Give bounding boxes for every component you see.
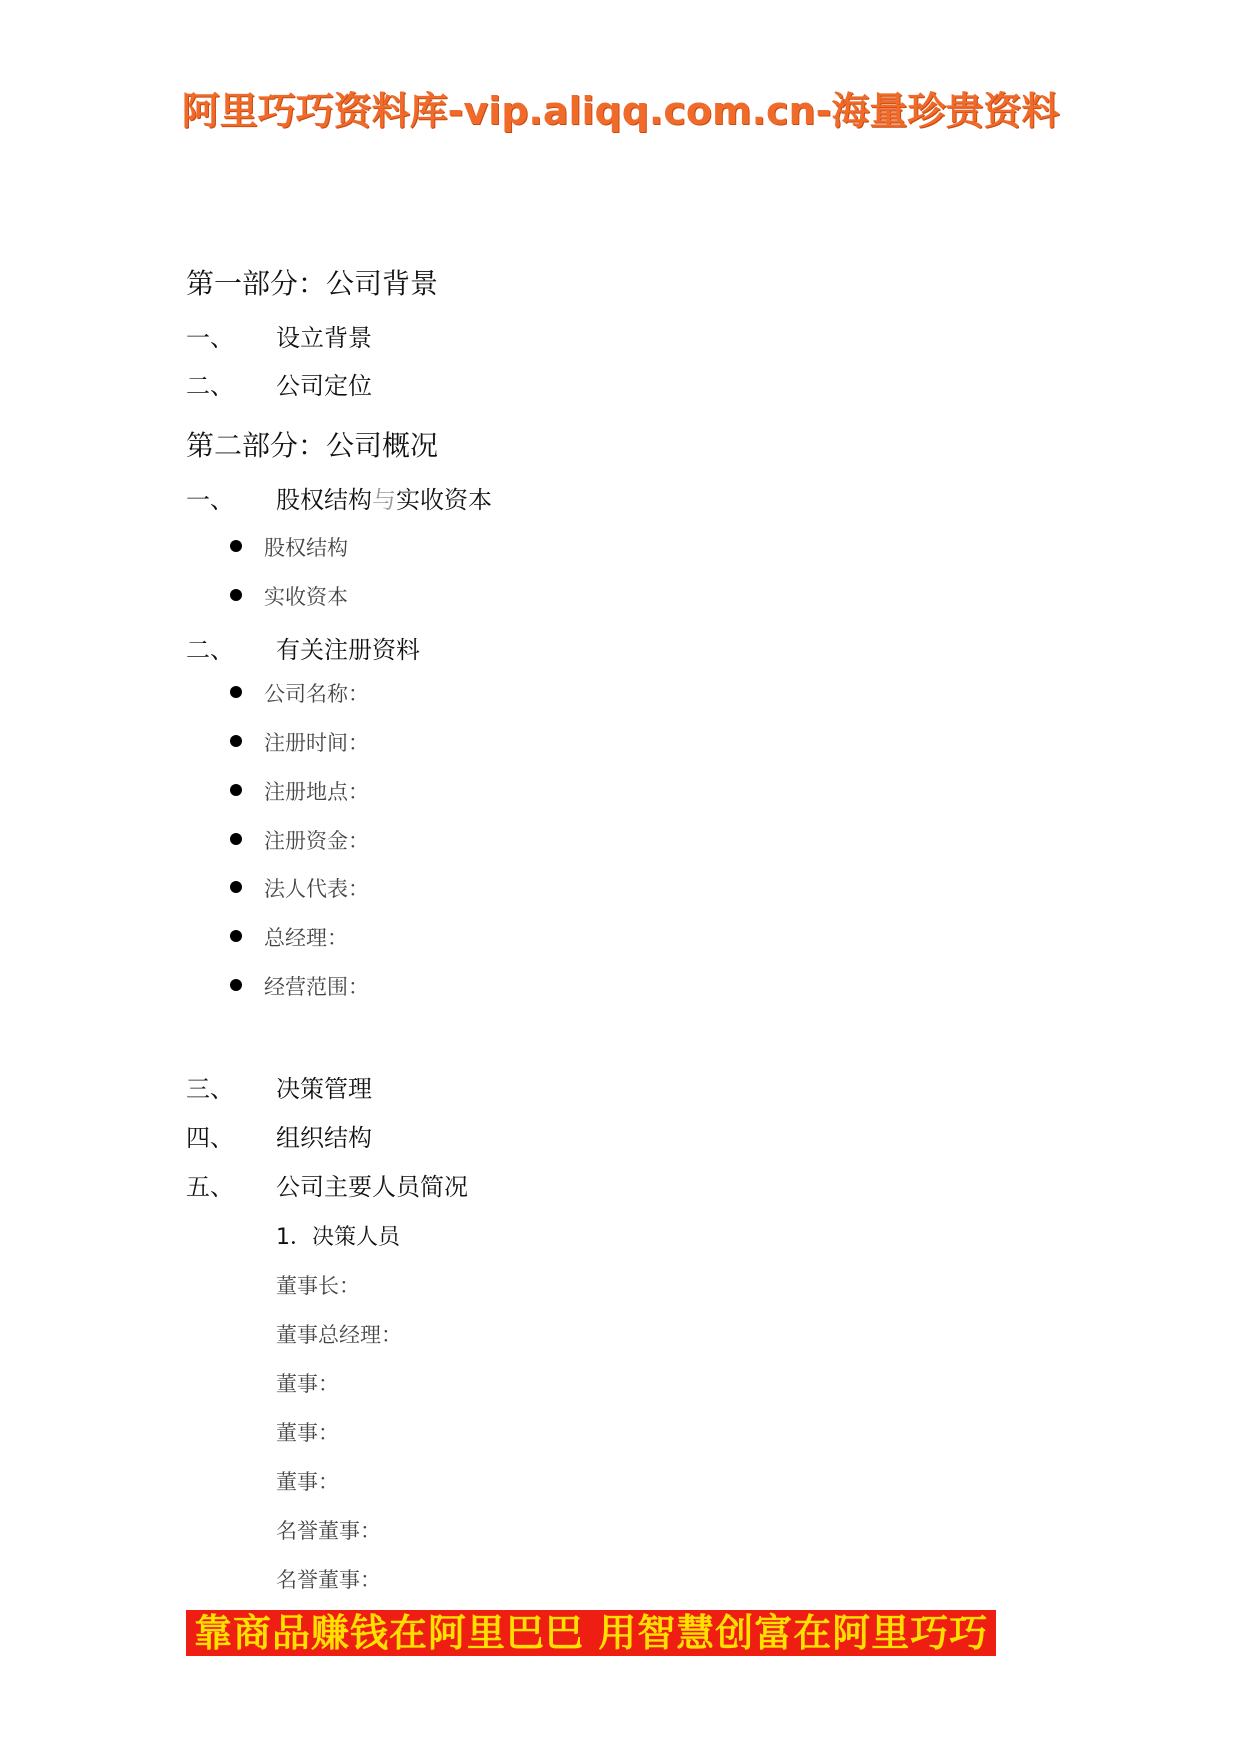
person-entry: 名誉董事： xyxy=(276,1519,381,1543)
bullet-text: 注册资金： xyxy=(264,829,369,853)
part2-section-4 xyxy=(186,1118,372,1153)
section-label: 公司主要人员简况 xyxy=(276,1173,468,1201)
part2-section-2 xyxy=(186,630,420,665)
bullet-item xyxy=(230,581,348,611)
person-entry: 董事： xyxy=(276,1470,339,1494)
person-entry: 名誉董事： xyxy=(276,1568,381,1592)
section-label: 公司定位 xyxy=(276,372,372,400)
section-number: 五、 xyxy=(186,1173,234,1201)
part2-section-1 xyxy=(186,480,492,515)
bullet-text: 经营范围： xyxy=(264,975,369,999)
bullet-item xyxy=(230,532,348,562)
header-banner: 阿里巧巧资料库-vip.aliqq.com.cn-海量珍贵资料 xyxy=(181,89,1060,133)
bullet-text: 公司名称： xyxy=(264,682,369,706)
bullet-text: 总经理： xyxy=(264,926,348,950)
section-number: 四、 xyxy=(186,1124,234,1152)
bullet-item xyxy=(230,776,369,806)
bullet-item xyxy=(230,873,369,903)
bullet-text: 股权结构 xyxy=(264,536,348,560)
section-label: 有关注册资料 xyxy=(276,636,420,664)
person-entry: 董事： xyxy=(276,1421,339,1445)
bullet-text: 实收资本 xyxy=(264,585,348,609)
bullet-dot-icon xyxy=(230,589,242,601)
person-entry: 董事总经理： xyxy=(276,1323,402,1347)
section-label-b: 实收资本 xyxy=(396,486,492,514)
section-number: 三、 xyxy=(186,1075,234,1103)
bullet-dot-icon xyxy=(230,735,242,747)
bullet-dot-icon xyxy=(230,979,242,991)
part1-title: 第一部分：公司背景 xyxy=(186,267,439,300)
bullet-item xyxy=(230,825,369,855)
bullet-item xyxy=(230,678,369,708)
bullet-dot-icon xyxy=(230,686,242,698)
bullet-dot-icon xyxy=(230,540,242,552)
section-number: 二、 xyxy=(186,636,234,664)
bullet-item xyxy=(230,971,369,1001)
bullet-dot-icon xyxy=(230,833,242,845)
section-label: 组织结构 xyxy=(276,1124,372,1152)
bullet-text: 法人代表： xyxy=(264,877,369,901)
part1-section-2 xyxy=(186,366,372,401)
section-number: 二、 xyxy=(186,372,234,400)
bullet-item xyxy=(230,727,369,757)
bullet-dot-icon xyxy=(230,881,242,893)
part2-section-5 xyxy=(186,1167,468,1202)
bullet-text: 注册地点： xyxy=(264,780,369,804)
person-entry: 董事： xyxy=(276,1372,339,1396)
footer-banner: 靠商品赚钱在阿里巴巴 用智慧创富在阿里巧巧 xyxy=(186,1610,996,1656)
section-number: 一、 xyxy=(186,486,234,514)
section-label: 决策管理 xyxy=(276,1075,372,1103)
part1-section-1 xyxy=(186,318,372,353)
bullet-item xyxy=(230,922,348,952)
section-number: 一、 xyxy=(186,324,234,352)
part2-section-3 xyxy=(186,1069,372,1104)
person-entry: 董事长： xyxy=(276,1274,360,1298)
sub-heading-decision-makers: 1．决策人员 xyxy=(276,1225,400,1250)
part2-title: 第二部分：公司概况 xyxy=(186,429,439,462)
bullet-text: 注册时间： xyxy=(264,731,369,755)
section-label: 设立背景 xyxy=(276,324,372,352)
section-label-mid: 与 xyxy=(372,486,396,514)
bullet-dot-icon xyxy=(230,930,242,942)
bullet-dot-icon xyxy=(230,784,242,796)
section-label-a: 股权结构 xyxy=(276,486,372,514)
